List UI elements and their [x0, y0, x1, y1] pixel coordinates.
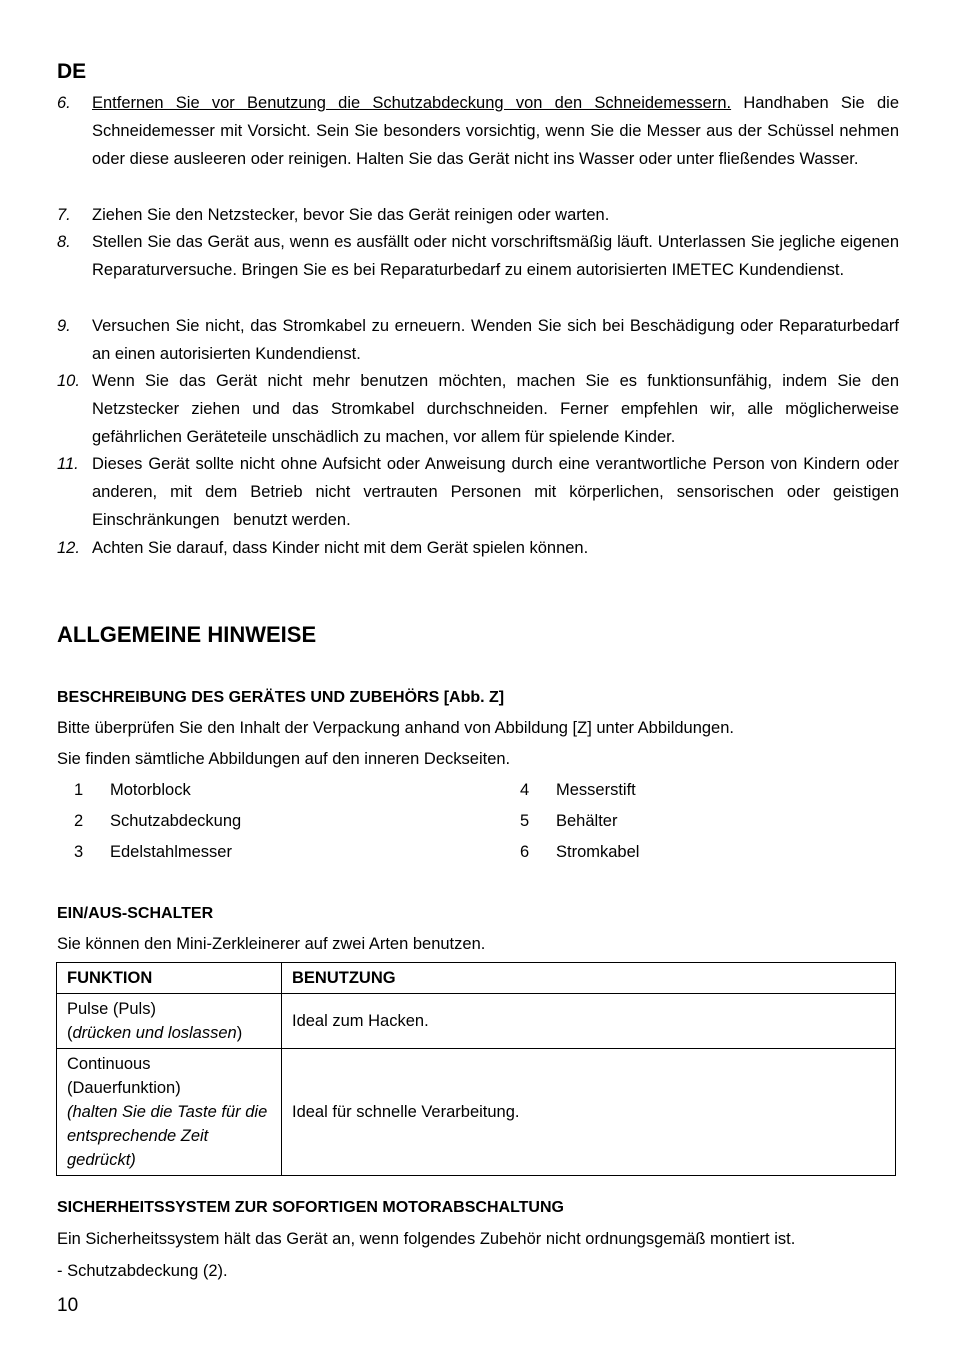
part-number: 1 — [74, 781, 84, 799]
function-cell — [57, 994, 282, 1049]
function-note — [67, 1021, 271, 1045]
function-note-italic: (halten Sie die Taste für die entsprechende Zeit gedrückt) — [67, 1103, 268, 1169]
safety-heading: SICHERHEITSSYSTEM ZUR SOFORTIGEN MOTORABSCHALTUNG — [57, 1199, 564, 1216]
part-label: Messerstift — [556, 781, 636, 799]
list-item — [57, 228, 899, 284]
section-title: ALLGEMEINE HINWEISE — [57, 622, 317, 647]
part-label: Stromkabel — [556, 843, 640, 861]
part-number: 2 — [74, 812, 84, 830]
table-header-row — [57, 963, 896, 994]
description-line-1: Bitte überprüfen Sie den Inhalt der Verpackung anhand von Abbildung [Z] unter Abbildungen. — [57, 719, 734, 737]
part-number: 3 — [74, 843, 84, 861]
item-number: 7. — [57, 206, 71, 224]
description-heading: BESCHREIBUNG DES GERÄTES UND ZUBEHÖRS [Abb. Z] — [57, 689, 505, 706]
item-number: 11. — [57, 455, 79, 473]
language-code: DE — [57, 60, 87, 83]
part-label: Edelstahlmesser — [110, 843, 232, 861]
page-number: 10 — [57, 1295, 79, 1316]
list-item — [57, 367, 899, 451]
usage-cell: Ideal zum Hacken. — [282, 994, 896, 1049]
switch-heading: EIN/AUS-SCHALTER — [57, 905, 214, 922]
function-name-translation: (Dauerfunktion) — [67, 1079, 181, 1097]
item-text-rest: Handhaben Sie die Schneidemesser mit Vorsicht. Sein Sie besonders vorsichtig, wenn Sie die Messer aus der Schüssel nehmen oder diese ausleeren oder reinigen. Halten Sie das Gerät nicht ins Wasser oder unter fließendes Wasser. — [92, 94, 899, 168]
part-label: Schutzabdeckung — [110, 812, 242, 830]
item-text: Dieses Gerät sollte nicht ohne Aufsicht oder Anweisung durch eine verantwortliche Person von Kindern oder anderen, mit dem Betrieb nicht vertrauten Personen mit körperlichen, sensorischen oder geistigen Einschränkungen benutzt werden. — [92, 455, 904, 529]
function-cell — [57, 1049, 282, 1176]
item-text: Versuchen Sie nicht, das Stromkabel zu erneuern. Wenden Sie sich bei Beschädigung oder Reparaturbedarf an einen autorisierten Kundendienst. — [92, 317, 899, 363]
list-item — [57, 312, 899, 368]
function-note-italic: drücken und loslassen — [72, 1024, 237, 1042]
item-text: Stellen Sie das Gerät aus, wenn es ausfällt oder nicht vorschriftsmäßig läuft. Unterlassen Sie jegliche eigenen Reparaturversuche. Bringen Sie es bei Reparaturbedarf zu einem autorisierten IMETEC Kundendienst. — [92, 233, 899, 279]
part-label: Behälter — [556, 812, 618, 830]
list-item — [57, 450, 904, 534]
switch-intro: Sie können den Mini-Zerkleinerer auf zwei Arten benutzen. — [57, 935, 486, 953]
table-row — [57, 994, 896, 1049]
function-table — [56, 962, 896, 1176]
safety-text: Ein Sicherheitssystem hält das Gerät an, wenn folgendes Zubehör nicht ordnungsgemäß montiert ist. — [57, 1230, 796, 1248]
item-number: 8. — [57, 233, 71, 251]
item-text: Ziehen Sie den Netzstecker, bevor Sie das Gerät reinigen oder warten. — [92, 206, 610, 224]
table-row — [57, 1049, 896, 1176]
column-header-usage: BENUTZUNG — [282, 963, 896, 994]
part-number: 6 — [520, 843, 530, 861]
column-header-function: FUNKTION — [57, 963, 282, 994]
description-line-2: Sie finden sämtliche Abbildungen auf den inneren Deckseiten. — [57, 750, 511, 768]
part-label: Motorblock — [110, 781, 191, 799]
item-text: Wenn Sie das Gerät nicht mehr benutzen möchten, machen Sie es funktionsunfähig, indem Sie den Netzstecker ziehen und das Stromkabel durchschneiden. Ferner empfehlen wir, alle möglicherweise gefährlichen Geräteteile unschädlich zu machen, vor allem für spielende Kinder. — [92, 372, 899, 446]
function-name: Continuous — [67, 1055, 151, 1073]
list-item — [57, 201, 899, 229]
function-name: Pulse (Puls) — [67, 1000, 156, 1018]
part-number: 5 — [520, 812, 530, 830]
part-number: 4 — [520, 781, 530, 799]
item-text — [92, 89, 899, 173]
item-number: 6. — [57, 94, 71, 112]
usage-cell: Ideal für schnelle Verarbeitung. — [282, 1049, 896, 1176]
item-number: 12. — [57, 539, 80, 557]
item-text: Achten Sie darauf, dass Kinder nicht mit dem Gerät spielen können. — [92, 539, 589, 557]
list-item — [57, 534, 899, 562]
item-number: 10. — [57, 372, 80, 390]
paren-close: ) — [236, 1024, 243, 1042]
item-number: 9. — [57, 317, 71, 335]
list-item — [57, 89, 899, 173]
safety-item: - Schutzabdeckung (2). — [57, 1262, 228, 1280]
item-underlined-text: Entfernen Sie vor Benutzung die Schutzabdeckung von den Schneidemessern. — [92, 94, 732, 112]
paren-open: ( — [67, 1024, 73, 1042]
